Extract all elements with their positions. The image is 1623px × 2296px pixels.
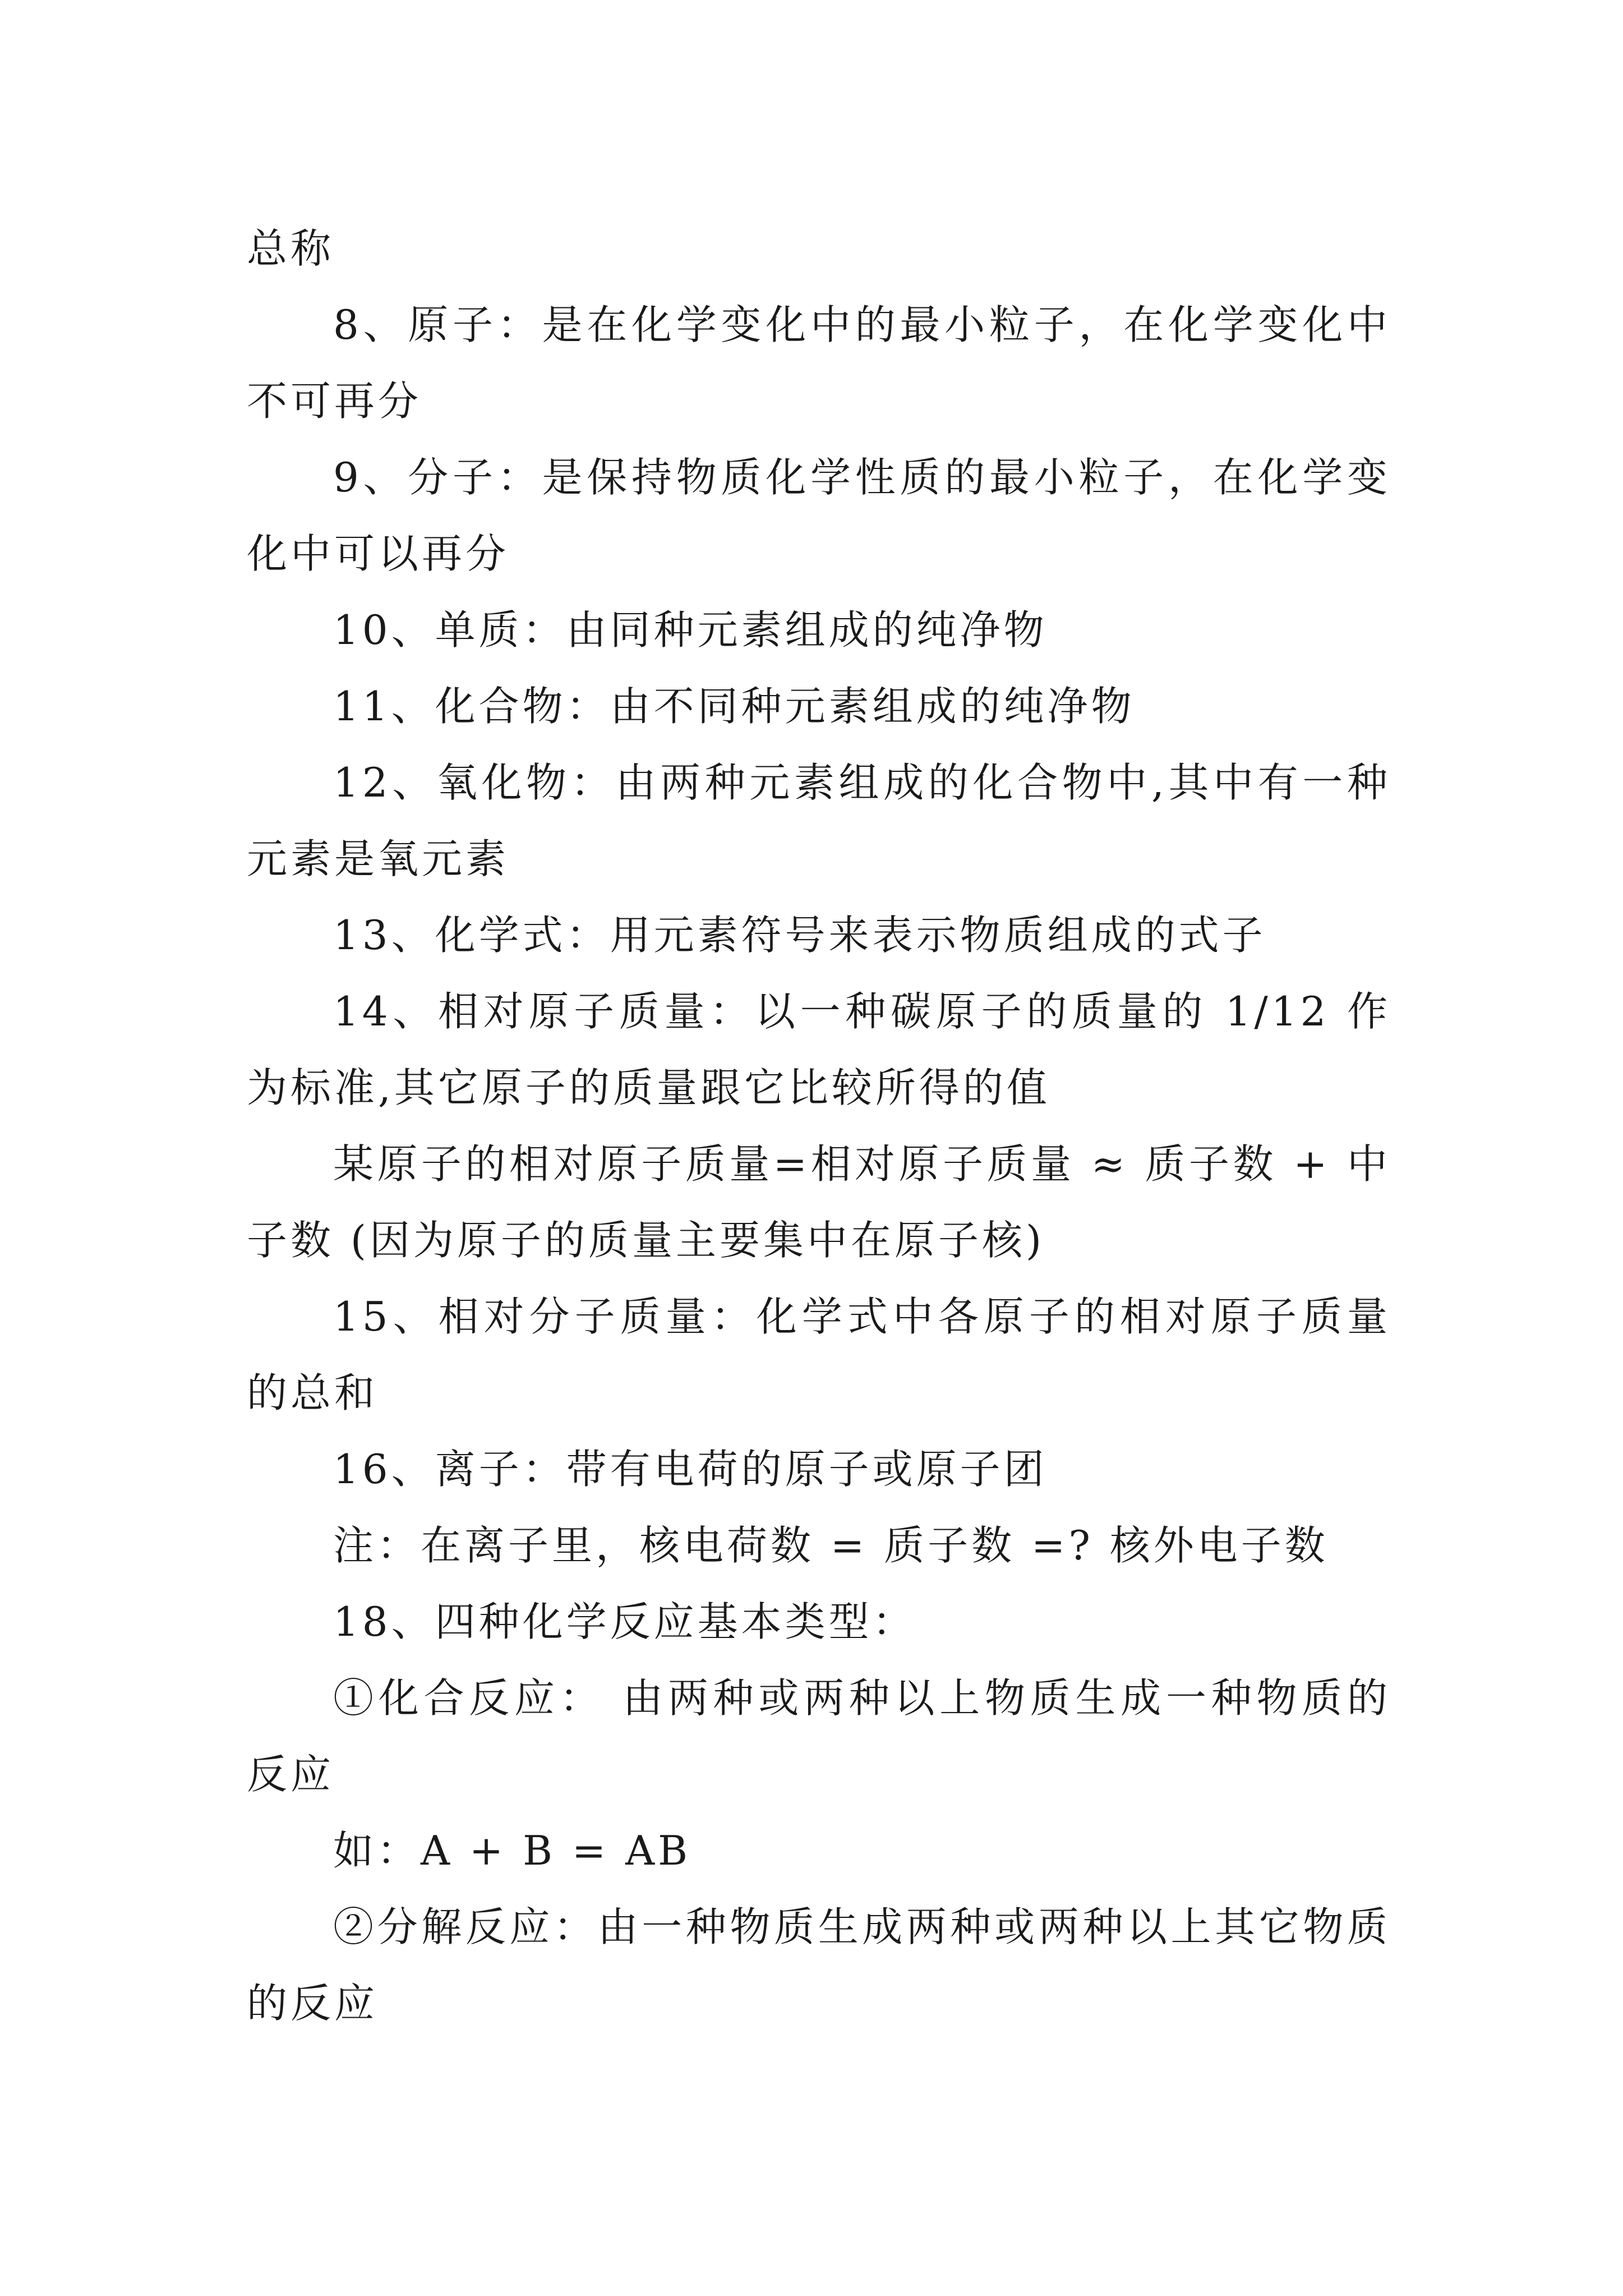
note-ion: 注：在离子里，核电荷数 = 质子数 =? 核外电子数 bbox=[333, 1522, 1329, 1569]
note-relative-atomic-mass: 某原子的相对原子质量=相对原子质量 ≈ 质子数 + 中子数 (因为原子的质量主要集中在原子核) bbox=[247, 1140, 1391, 1264]
definition-compound: 11、化合物：由不同种元素组成的纯净物 bbox=[333, 683, 1135, 730]
heading-reaction-types: 18、四种化学反应基本类型： bbox=[333, 1598, 916, 1645]
document-body bbox=[247, 210, 1391, 2041]
definition-atom: 8、原子：是在化学变化中的最小粒子，在化学变化中不可再分 bbox=[247, 301, 1391, 425]
definition-oxide: 12、氧化物：由两种元素组成的化合物中,其中有一种元素是氧元素 bbox=[247, 759, 1391, 882]
definition-relative-atomic-mass: 14、相对原子质量：以一种碳原子的质量的 1/12 作为标准,其它原子的质量跟它比较所得的值 bbox=[247, 988, 1391, 1111]
definition-molecule: 9、分子：是保持物质化学性质的最小粒子，在化学变化中可以再分 bbox=[247, 454, 1391, 577]
example-combination-reaction: 如：A + B = AB bbox=[333, 1827, 691, 1874]
definition-chemical-formula: 13、化学式：用元素符号来表示物质组成的式子 bbox=[333, 912, 1266, 959]
definition-element-substance: 10、单质：由同种元素组成的纯净物 bbox=[333, 606, 1048, 654]
definition-decomposition-reaction: ②分解反应：由一种物质生成两种或两种以上其它物质的反应 bbox=[247, 1903, 1391, 2027]
definition-combination-reaction: ①化合反应： 由两种或两种以上物质生成一种物质的反应 bbox=[247, 1674, 1391, 1798]
definition-relative-molecular-mass: 15、相对分子质量：化学式中各原子的相对原子质量的总和 bbox=[247, 1293, 1391, 1416]
paragraph-continuation: 总称 bbox=[247, 225, 335, 272]
definition-ion: 16、离子：带有电荷的原子或原子团 bbox=[333, 1446, 1048, 1493]
